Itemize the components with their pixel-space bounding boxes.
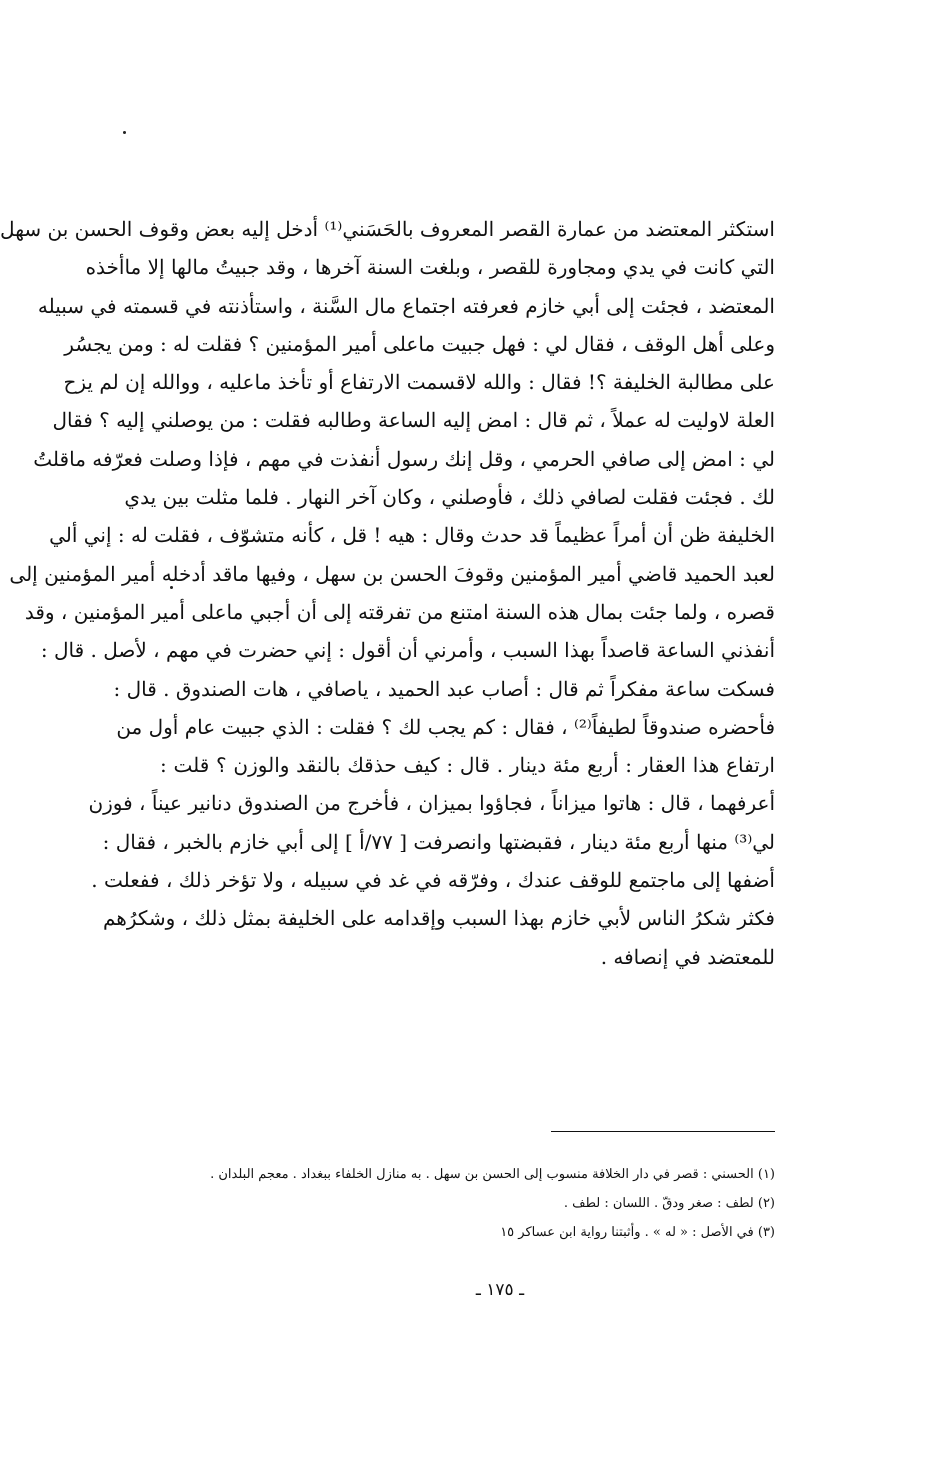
text-line: فسكت ساعة مفكراً ثم قال : أصاب عبد الحميد ، ياصافي ، هات الصندوق . قال :	[113, 676, 775, 701]
text-line: لي⁽³⁾ منها أربع مئة دينار ، فقبضتها وانصرفت [ ٧٧/أ ] إلى أبي خازم بالخبر ، فقال :	[102, 829, 775, 854]
footnotes	[160, 1160, 775, 1247]
text-line: الخليفة ظن أن أمراً عظيماً قد حدث وقال : هيه ! قل ، كأنه متشوّف ، فقلت له : إني ألي	[49, 523, 775, 548]
text-line: المعتضد ، فجئت إلى أبي خازم فعرفته اجتماع مال السَّنة ، واستأذنته في قسمته في سبيله	[37, 293, 775, 318]
footnote-1: (١) الحسني : قصر في دار الخلافة منسوب إلى الحسن بن سهل . به منازل الخلفاء ببغداد . معجم البلدان .	[210, 1167, 775, 1182]
text-line: العلة لاوليت له عملاً ، ثم قال : امض إليه الساعة وطالبه فقلت : من يوصلني إليه ؟ فقال	[52, 408, 775, 433]
text-line: لي : امض إلى صافي الحرمي ، وقل إنك رسول أنفذت في مهم ، فإذا وصلت فعرّفه ماقلتُ	[33, 446, 775, 471]
text-line: وعلى أهل الوقف ، فقال لي : فهل جبيت ماعلى أمير المؤمنين ؟ فقلت له : ومن يجسُر	[64, 331, 775, 356]
main-text	[0, 210, 775, 976]
text-line: التي كانت في يدي ومجاورة للقصر ، وبلغت السنة آخرها ، وقد جبيتُ مالها إلا ماأخذه	[85, 255, 775, 280]
text-line: استكثر المعتضد من عمارة القصر المعروف بالحَسَني⁽¹⁾ أدخل إليه بعض وقوف الحسن بن سهل	[0, 217, 775, 241]
scan-speck	[123, 131, 126, 134]
text-line: أنفذني الساعة قاصداً بهذا السبب ، وأمرني أن أقول : إني حضرت في مهم ، لأصل . قال :	[40, 638, 775, 663]
text-line: أضفها إلى ماجتمع للوقف عندك ، وفرّقه في غد في سبيله ، ولا تؤخر ذلك ، ففعلت .	[91, 868, 775, 893]
text-line: للمعتضد في إنصافه .	[600, 944, 775, 969]
text-line: فكثر شكرُ الناس لأبي خازم بهذا السبب وإقدامه على الخليفة بمثل ذلك ، وشكرُهم	[102, 906, 775, 931]
text-line: قصره ، ولما جئت بمال هذه السنة امتنع من تفرقته إلى أن أجبي ماعلى أمير المؤمنين ، وقد	[24, 599, 775, 624]
text-line: أعرفهما ، قال : هاتوا ميزاناً ، فجاؤوا بميزان ، فأخرج من الصندوق دنانير عيناً ، فوزن	[88, 791, 775, 816]
text-line: فأحضره صندوقاً لطيفاً⁽²⁾ ، فقال : كم يجب لك ؟ فقلت : الذي جبيت عام أول من	[116, 714, 775, 739]
text-line: ارتفاع هذا العقار : أربع مئة دينار . قال : كيف حذقك بالنقد والوزن ؟ قلت :	[160, 753, 775, 778]
footnote-2: (٢) لطف : صغر ودقّ . اللسان : لطف .	[563, 1196, 775, 1211]
text-line: لعبد الحميد قاضي أمير المؤمنين وقوفَ الحسن بن سهل ، وفيها ماقد أدخله أمير المؤمنين إلى	[9, 561, 775, 586]
footnote-3: (٣) في الأصل : « له » . وأثبتنا رواية ابن عساكر ١٥	[500, 1225, 775, 1240]
text-line: على مطالبة الخليفة ؟! فقال : والله لاقسمت الارتفاع أو تأخذ ماعليه ، ووالله إن لم يزح	[63, 370, 775, 395]
text-line: لك . فجئت فقلت لصافي ذلك ، فأوصلني ، وكان آخر النهار . فلما مثلت بين يدي	[124, 485, 775, 510]
footnote-divider	[551, 1131, 775, 1132]
page-number: ـ ١٧٥ ـ	[475, 1280, 525, 1300]
